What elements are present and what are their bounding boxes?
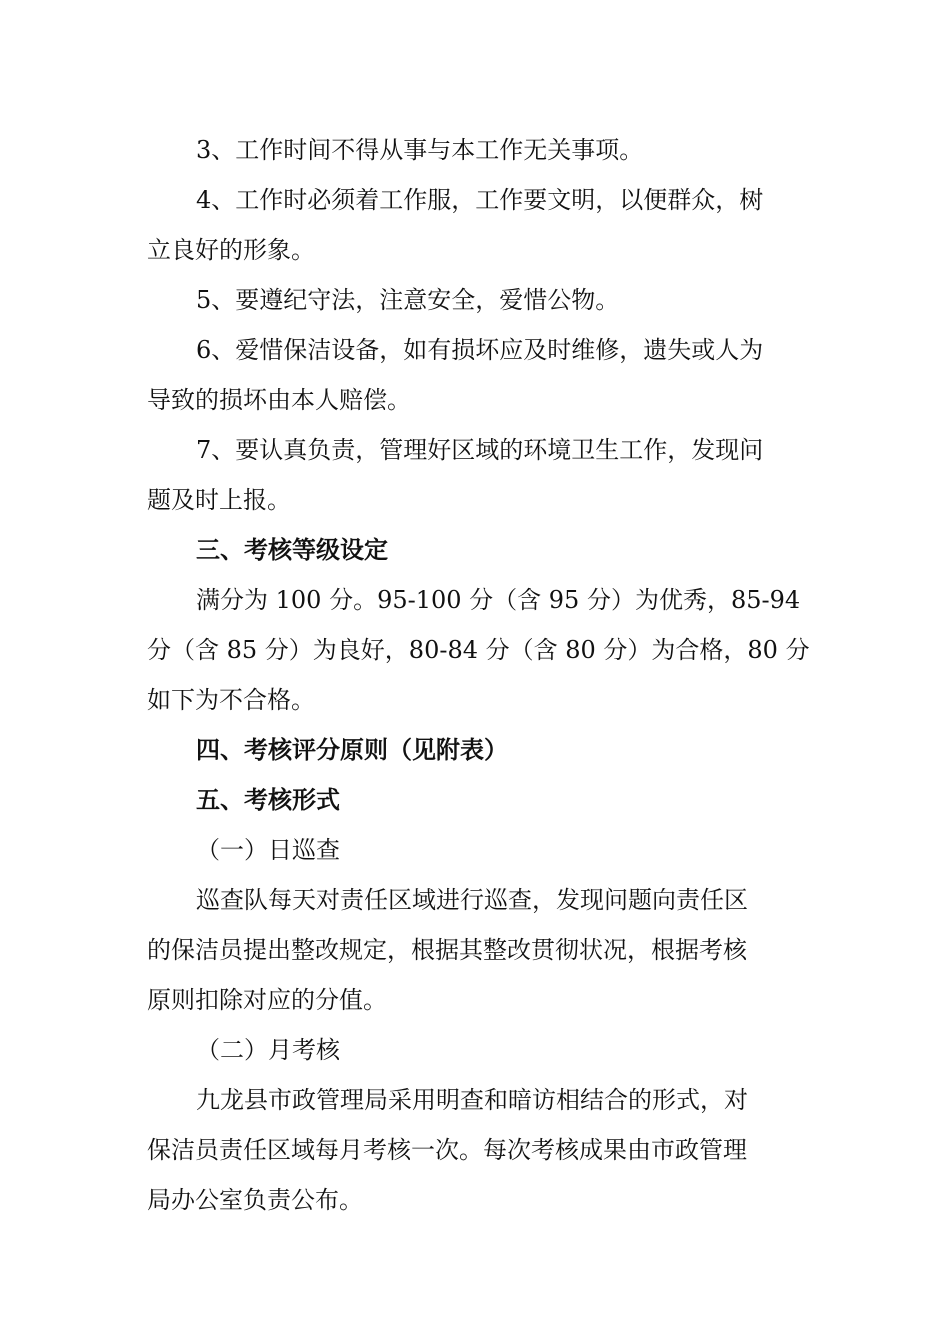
daily-paragraph-line-1 — [0, 880, 950, 920]
section-heading: 四、考核评分原则（见附表） — [196, 735, 508, 764]
paragraph-line: 立良好的形象。 — [147, 236, 315, 264]
daily-paragraph-line-2 — [0, 930, 950, 970]
section-heading-scoring-principles — [0, 730, 950, 770]
paragraph-line: 局办公室负责公布。 — [147, 1186, 363, 1214]
paragraph-line: 3、工作时间不得从事与本工作无关事项。 — [196, 136, 644, 164]
grade-paragraph-line-3 — [0, 680, 950, 720]
rule-item-7 — [0, 430, 950, 470]
monthly-paragraph-line-2 — [0, 1130, 950, 1170]
paragraph-line: 7、要认真负责，管理好区域的环境卫生工作，发现问 — [196, 436, 764, 464]
rule-item-6 — [0, 330, 950, 370]
grade-paragraph-line-2 — [0, 630, 950, 670]
paragraph-line: 原则扣除对应的分值。 — [147, 986, 387, 1014]
section-heading: 五、考核形式 — [196, 785, 340, 814]
rule-item-5 — [0, 280, 950, 320]
rule-item-6-continued — [0, 380, 950, 420]
rule-item-4-continued — [0, 230, 950, 270]
paragraph-line: 满分为 100 分。95-100 分（含 95 分）为优秀，85-94 — [196, 586, 801, 614]
paragraph-line: 九龙县市政管理局采用明查和暗访相结合的形式，对 — [196, 1086, 748, 1114]
rule-item-3 — [0, 130, 950, 170]
paragraph-line: 分（含 85 分）为良好，80-84 分（含 80 分）为合格，80 分 — [147, 636, 810, 664]
paragraph-line: 5、要遵纪守法，注意安全，爱惜公物。 — [196, 286, 620, 314]
subsection-heading: （二）月考核 — [196, 1036, 340, 1064]
subsection-monthly-assessment — [0, 1030, 950, 1070]
daily-paragraph-line-3 — [0, 980, 950, 1020]
paragraph-line: 的保洁员提出整改规定，根据其整改贯彻状况，根据考核 — [147, 936, 747, 964]
monthly-paragraph-line-1 — [0, 1080, 950, 1120]
paragraph-line: 题及时上报。 — [147, 486, 291, 514]
section-heading: 三、考核等级设定 — [196, 535, 388, 564]
monthly-paragraph-line-3 — [0, 1180, 950, 1220]
paragraph-line: 如下为不合格。 — [147, 686, 315, 714]
paragraph-line: 导致的损坏由本人赔偿。 — [147, 386, 411, 414]
subsection-heading: （一）日巡查 — [196, 836, 340, 864]
rule-item-4 — [0, 180, 950, 220]
section-heading-grade-levels — [0, 530, 950, 570]
paragraph-line: 保洁员责任区域每月考核一次。每次考核成果由市政管理 — [147, 1136, 747, 1164]
grade-paragraph-line-1 — [0, 580, 950, 620]
paragraph-line: 巡查队每天对责任区域进行巡查，发现问题向责任区 — [196, 886, 748, 914]
section-heading-assessment-form — [0, 780, 950, 820]
subsection-daily-inspection — [0, 830, 950, 870]
paragraph-line: 6、爱惜保洁设备，如有损坏应及时维修，遗失或人为 — [196, 336, 764, 364]
rule-item-7-continued — [0, 480, 950, 520]
paragraph-line: 4、工作时必须着工作服，工作要文明，以便群众，树 — [196, 186, 764, 214]
